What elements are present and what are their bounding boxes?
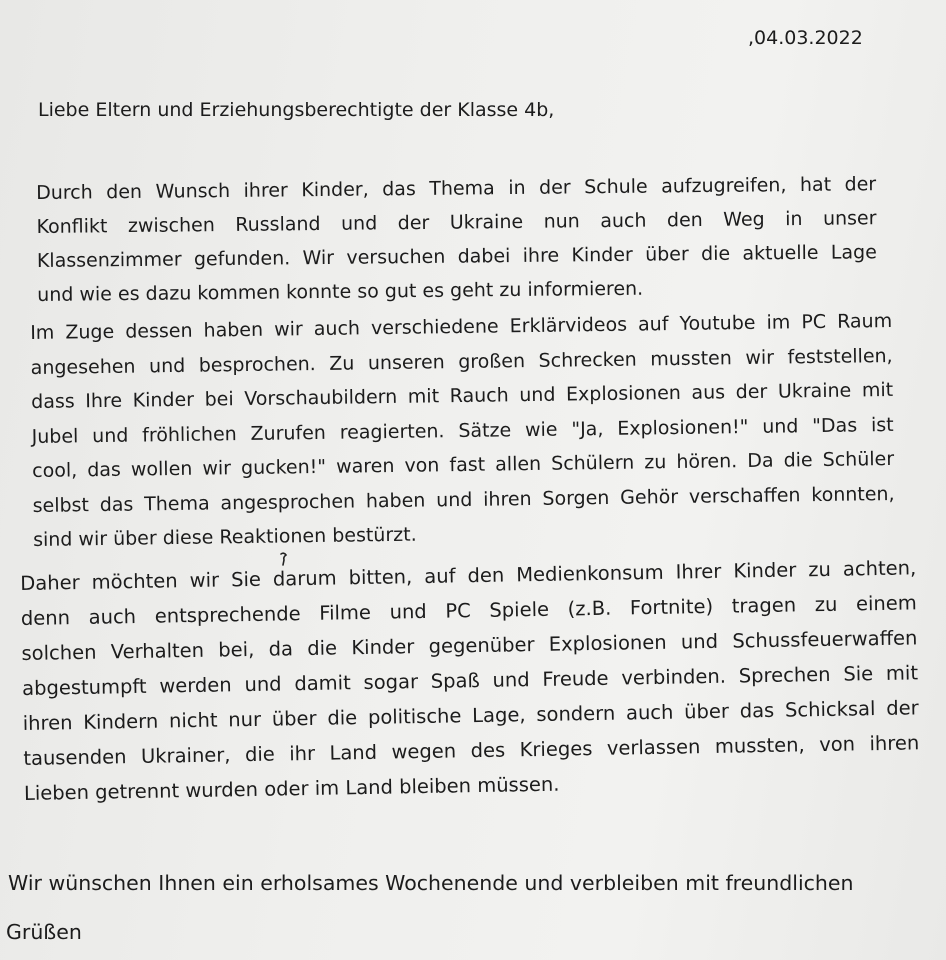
letter-salutation: Liebe Eltern und Erziehungsberechtigte der Klasse 4b, [38,99,555,121]
paragraph-2-line: selbst das Thema angesprochen haben und ihren Sorgen Gehör verschaffen konnten, [32,482,895,517]
paragraph-3-line: Daher möchten wir Sie darum bitten, auf den Medienkonsum Ihrer Kinder zu achten, [20,556,917,595]
paragraph-1-line: Klassenzimmer gefunden. Wir versuchen dabei ihre Kinder über die aktuelle Lage [36,241,877,272]
paragraph-2-line: sind wir über diese Reaktionen bestürzt. [32,523,417,551]
paragraph-3-line: tausenden Ukrainer, die ihr Land wegen des Krieges verlassen mussten, von ihren [23,731,920,770]
letter-closing: Wir wünschen Ihnen ein erholsames Wochenende und verbleiben mit freundlichen [8,871,854,895]
paragraph-2-line: dass Ihre Kinder bei Vorschaubildern mit Rauch und Explosionen aus der Ukraine mit [31,378,894,413]
paragraph-1-line: Durch den Wunsch ihrer Kinder, das Thema in der Schule aufzugreifen, hat der [36,173,877,204]
paragraph-1-line: Konflikt zwischen Russland und der Ukraine nun auch den Weg in unser [36,207,877,238]
paragraph-2 [30,304,895,558]
paragraph-2-line: Jubel und fröhlichen Zurufen reagierten. Sätze wie "Ja, Explosionen!" und "Das ist [31,413,894,448]
paragraph-2-line: Im Zuge dessen haben wir auch verschiedene Erklärvideos auf Youtube im PC Raum [30,309,893,344]
letter-date: ,04.03.2022 [748,27,863,49]
letter-greeting: Grüßen [6,920,82,944]
paragraph-3-line: ihren Kindern nicht nur über die politische Lage, sondern auch über das Schicksal der [22,696,919,735]
paragraph-3-line: Lieben getrennt wurden oder im Land bleiben müssen. [23,772,560,805]
paragraph-1-line: und wie es dazu kommen konnte so gut es geht zu informieren. [37,277,644,306]
paragraph-2-line: cool, das wollen wir gucken!" waren von fast allen Schülern zu hören. Da die Schüler [32,447,895,482]
paragraph-3-line: solchen Verhalten bei, da die Kinder gegenüber Explosionen und Schussfeuerwaffen [21,626,918,665]
paragraph-3-line: abgestumpft werden und damit sogar Spaß und Freude verbinden. Sprechen Sie mit [21,661,919,700]
paragraph-1 [36,167,877,312]
paragraph-2-line: angesehen und besprochen. Zu unseren großen Schrecken mussten wir feststellen, [30,344,893,379]
paragraph-3 [20,550,920,811]
paragraph-3-line: denn auch entsprechende Filme und PC Spiele (z.B. Fortnite) tragen zu einem [20,591,917,630]
